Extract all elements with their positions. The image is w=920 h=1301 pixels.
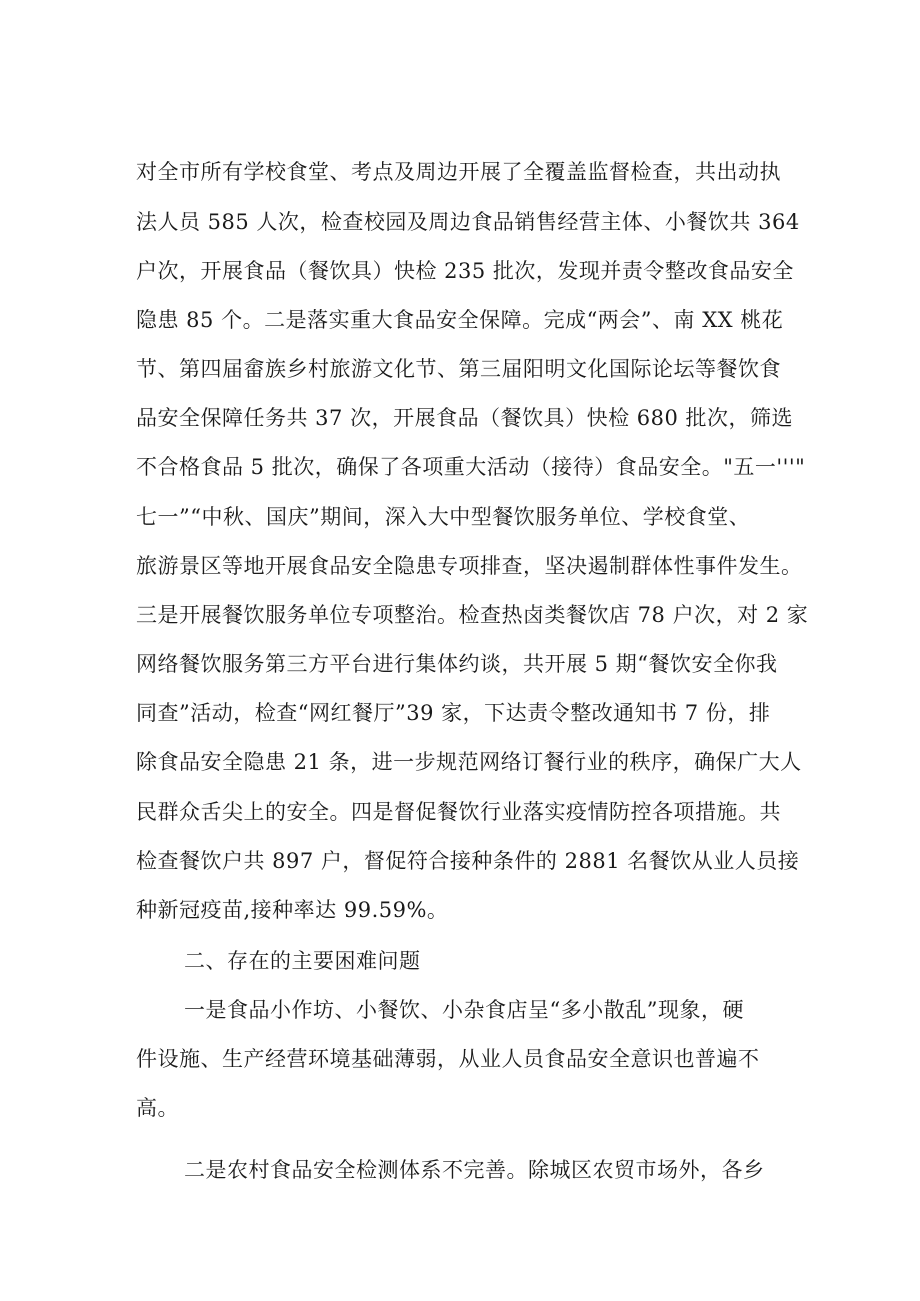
- body-line: 法人员 585 人次，检查校园及周边食品销售经营主体、小餐饮共 364: [136, 210, 800, 234]
- body-line: 七一”“中秋、国庆”期间，深入大中型餐饮服务单位、学校食堂、: [136, 505, 751, 529]
- paragraph-line: 件设施、生产经营环境基础薄弱，从业人员食品安全意识也普遍不: [136, 1047, 760, 1071]
- body-line: 除食品安全隐患 21 条，进一步规范网络订餐行业的秩序，确保广大人: [136, 750, 802, 774]
- body-line: 民群众舌尖上的安全。四是督促餐饮行业落实疫情防控各项措施。共: [136, 800, 781, 824]
- body-line: 旅游景区等地开展食品安全隐患专项排查，坚决遏制群体性事件发生。: [136, 554, 803, 578]
- paragraph-line: 二是农村食品安全检测体系不完善。除城区农贸市场外，各乡: [184, 1158, 765, 1182]
- section-heading: 二、存在的主要困难问题: [184, 949, 421, 973]
- body-line: 三是开展餐饮服务单位专项整治。检查热卤类餐饮店 78 户次，对 2 家: [136, 603, 809, 627]
- body-line: 不合格食品 5 批次，确保了各项重大活动（接待）食品安全。"五一'''": [136, 455, 806, 479]
- paragraph-line: 高。: [136, 1096, 179, 1120]
- body-line: 户次，开展食品（餐饮具）快检 235 批次，发现并责令整改食品安全: [136, 259, 794, 283]
- body-line: 种新冠疫苗,接种率达 99.59%。: [136, 898, 449, 922]
- body-line: 隐患 85 个。二是落实重大食品安全保障。完成“两会”、南 XX 桃花: [136, 308, 784, 332]
- body-line: 品安全保障任务共 37 次，开展食品（餐饮具）快检 680 批次，筛选: [136, 406, 794, 430]
- paragraph-line: 一是食品小作坊、小餐饮、小杂食店呈“多小散乱”现象，硬: [184, 998, 744, 1022]
- body-line: 网络餐饮服务第三方平台进行集体约谈，共开展 5 期“餐饮安全你我: [136, 652, 778, 676]
- body-line: 检查餐饮户共 897 户，督促符合接种条件的 2881 名餐饮从业人员接: [136, 849, 800, 873]
- body-line: 对全市所有学校食堂、考点及周边开展了全覆盖监督检查，共出动执: [136, 160, 781, 184]
- body-line: 节、第四届畲族乡村旅游文化节、第三届阳明文化国际论坛等餐饮食: [136, 357, 781, 381]
- body-line: 同查”活动，检查“网红餐厅”39 家，下达责令整改通知书 7 份，排: [136, 701, 771, 725]
